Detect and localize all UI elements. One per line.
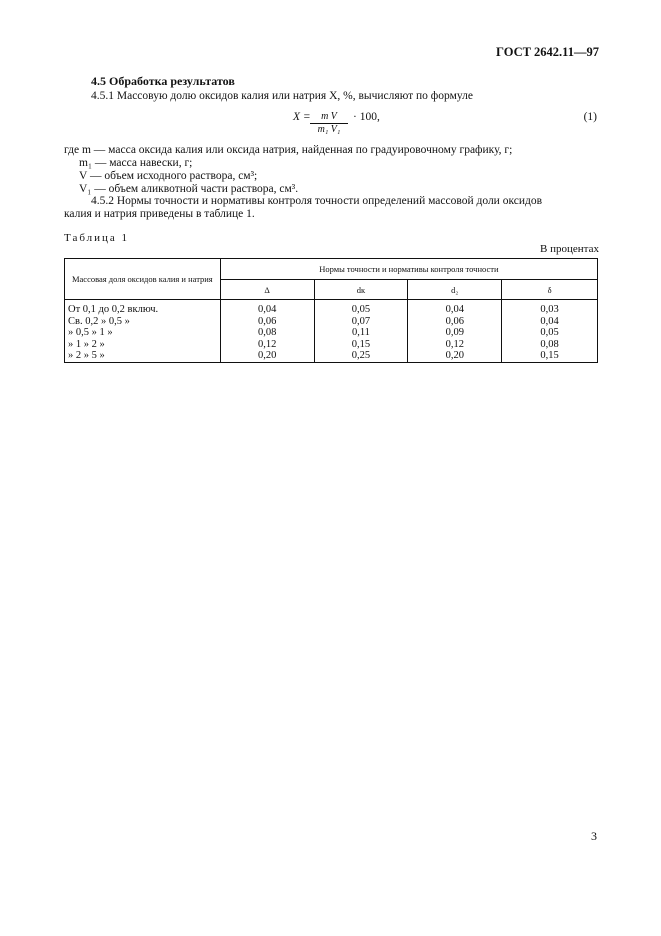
table-cell: 0,08 [257,327,277,338]
column-header: δ [502,280,598,300]
where-line-3: V — объем исходного раствора, см³; [79,170,258,182]
formula-fraction [310,111,348,135]
row-label: » 2 » 5 » [68,350,105,361]
data-table [64,258,598,363]
column-values-small-delta [502,300,598,363]
table-cell: 0,15 [351,338,371,350]
section-title: 4.5 Обработка результатов [91,74,235,88]
paragraph-4-5-2-line-2: калия и натрия приведены в таблице 1. [64,208,255,220]
where-line-2: m₁ — масса навески, г; [79,157,193,169]
formula-rhs: · 100, [353,111,380,123]
row-labels-cell [65,300,221,363]
table-cell: 0,15 [540,350,559,361]
paragraph-4-5-2-line-1: 4.5.2 Нормы точности и нормативы контроля точности определений массовой доли оксидов [91,195,543,207]
column-header: Δ [220,280,314,300]
table-cell: 0,12 [445,338,464,350]
page-number: 3 [591,829,597,843]
table-cell: 0,20 [445,350,464,361]
table-cell: 0,12 [257,338,277,350]
table-cell: 0,03 [540,304,559,315]
where-line-4: V₁ — объем аликвотной части раствора, см³. [79,183,299,195]
table-cell: 0,20 [257,350,277,361]
formula-numerator: m V [310,111,348,124]
header-left: Массовая доля оксидов калия и натрия [65,259,221,300]
column-header: d₂ [408,280,502,300]
table-cell: 0,06 [445,315,464,327]
column-values-d2 [408,300,502,363]
table-caption: Таблица 1 [64,232,130,244]
formula-number: (1) [583,111,597,123]
table-cell: 0,09 [445,327,464,338]
table-cell: 0,05 [540,327,559,338]
paragraph-4-5-1: 4.5.1 Массовую долю оксидов калия или натрия X, %, вычисляют по формуле [91,90,473,102]
row-label: Св. 0,2 » 0,5 » [68,315,130,327]
table-cell: 0,07 [351,315,371,327]
column-header: dк [314,280,408,300]
table-cell: 0,08 [540,338,559,350]
formula-lhs: X = [293,111,311,123]
table-cell: 0,05 [351,304,371,315]
column-values-dk [314,300,408,363]
table-unit: В процентах [540,243,599,255]
table-cell: 0,04 [257,304,277,315]
formula [293,111,380,135]
formula-denominator: m₁ V₁ [317,124,341,135]
table-cell: 0,04 [445,304,464,315]
header-group: Нормы точности и нормативы контроля точности [220,259,597,280]
column-values-delta [220,300,314,363]
table-cell: 0,25 [351,350,371,361]
where-line-1: где m — масса оксида калия или оксида натрия, найденная по градуировочному графику, г; [64,144,513,156]
row-label: » 0,5 » 1 » [68,327,113,338]
table-cell: 0,04 [540,315,559,327]
table-cell: 0,06 [257,315,277,327]
row-label: » 1 » 2 » [68,338,105,350]
row-label: От 0,1 до 0,2 включ. [68,304,159,315]
standard-designation: ГОСТ 2642.11—97 [496,45,599,59]
table-cell: 0,11 [351,327,370,338]
